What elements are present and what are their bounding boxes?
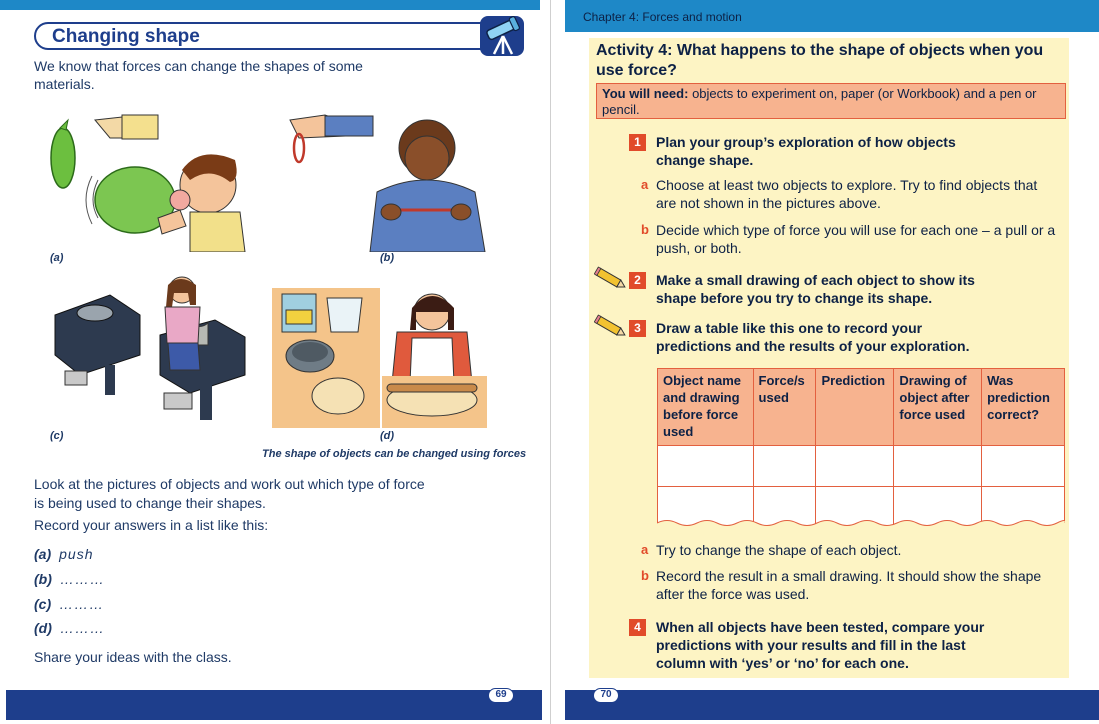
answer-label: (d) bbox=[34, 620, 52, 636]
table-cell bbox=[982, 446, 1065, 487]
you-will-need-label: You will need: bbox=[602, 86, 689, 101]
dough-illustration bbox=[272, 288, 487, 428]
figure-label-c: (c) bbox=[50, 430, 64, 442]
elastic-band-illustration bbox=[285, 100, 490, 252]
answer-value: ……… bbox=[59, 620, 105, 636]
telescope-icon bbox=[478, 10, 528, 60]
substep-text: Choose at least two objects to explore. Try to find objects that are not shown in the pictures above. bbox=[656, 177, 1038, 211]
step-number: 1 bbox=[629, 134, 646, 151]
book-gutter bbox=[550, 0, 557, 724]
figure-caption: The shape of objects can be changed using forces bbox=[262, 448, 527, 460]
answer-item bbox=[34, 620, 105, 636]
table-header: Object name and drawing before force used bbox=[658, 369, 754, 446]
you-will-need-text: objects to experiment on, paper (or Workbook) and a pen or pencil. bbox=[602, 86, 1037, 117]
answer-item bbox=[34, 596, 104, 612]
potters-wheel-illustration bbox=[50, 275, 260, 430]
step-text: Plan your group’s exploration of how objects change shape. bbox=[656, 134, 956, 168]
substep-letter: b bbox=[641, 568, 649, 583]
you-will-need-box bbox=[596, 83, 1066, 119]
page-number: 69 bbox=[488, 688, 514, 703]
step-text: Make a small drawing of each object to show its shape before you try to change its shape. bbox=[656, 272, 975, 306]
table-cell bbox=[753, 446, 816, 487]
title-box bbox=[34, 22, 494, 50]
table-cell bbox=[894, 446, 982, 487]
answer-label: (c) bbox=[34, 596, 52, 612]
table-cell bbox=[658, 446, 754, 487]
record-table bbox=[657, 368, 1065, 528]
step-number: 2 bbox=[629, 272, 646, 289]
pencil-icon bbox=[594, 314, 628, 340]
record-prompt: Record your answers in a list like this: bbox=[34, 517, 269, 533]
substep-text: Record the result in a small drawing. It should show the shape after the force was used. bbox=[656, 568, 1042, 602]
intro-text: We know that forces can change the shapes of some materials. bbox=[34, 58, 363, 92]
substep-letter: b bbox=[641, 222, 649, 237]
pencil-icon bbox=[594, 266, 628, 292]
footer-bar bbox=[565, 690, 1099, 720]
table-row bbox=[658, 446, 1065, 487]
answer-item bbox=[34, 571, 105, 587]
answer-value: push bbox=[59, 546, 94, 562]
share-text: Share your ideas with the class. bbox=[34, 649, 232, 665]
substep-text: Try to change the shape of each object. bbox=[656, 542, 902, 558]
step-text: Draw a table like this one to record your predictions and the results of your exploration. bbox=[656, 320, 970, 354]
step-number: 3 bbox=[629, 320, 646, 337]
substep-text: Decide which type of force you will use for each one – a pull or a push, or both. bbox=[656, 222, 1056, 256]
substep-letter: a bbox=[641, 177, 649, 192]
table-cell bbox=[816, 446, 894, 487]
step-number: 4 bbox=[629, 619, 646, 636]
top-strip bbox=[0, 0, 540, 10]
substep-letter: a bbox=[641, 542, 649, 557]
balloon-illustration bbox=[40, 100, 250, 252]
footer-bar bbox=[6, 690, 542, 720]
figure-label-b: (b) bbox=[380, 252, 395, 264]
table-header: Force/s used bbox=[753, 369, 816, 446]
page-number: 70 bbox=[593, 688, 619, 703]
answer-label: (b) bbox=[34, 571, 52, 587]
right-page bbox=[557, 0, 1099, 724]
answer-value: ……… bbox=[59, 596, 105, 612]
instruction-text: Look at the pictures of objects and work out which type of force is being used to change their shapes. bbox=[34, 476, 425, 511]
activity-title: Activity 4: What happens to the shape of objects when you use force? bbox=[596, 42, 1044, 79]
page-title: Changing shape bbox=[52, 26, 200, 47]
chapter-title: Chapter 4: Forces and motion bbox=[583, 10, 742, 24]
answer-value: ……… bbox=[59, 571, 105, 587]
table-torn-edge bbox=[657, 518, 1065, 528]
answer-item bbox=[34, 546, 93, 562]
step-text: When all objects have been tested, compare your predictions with your results and fill in the last column with ‘yes’ or ‘no’ for each one. bbox=[656, 619, 985, 671]
table-header: Was prediction correct? bbox=[982, 369, 1065, 446]
table-header: Drawing of object after force used bbox=[894, 369, 982, 446]
figure-label-a: (a) bbox=[50, 252, 64, 264]
figure-label-d: (d) bbox=[380, 430, 395, 442]
table-header: Prediction bbox=[816, 369, 894, 446]
answer-label: (a) bbox=[34, 546, 52, 562]
